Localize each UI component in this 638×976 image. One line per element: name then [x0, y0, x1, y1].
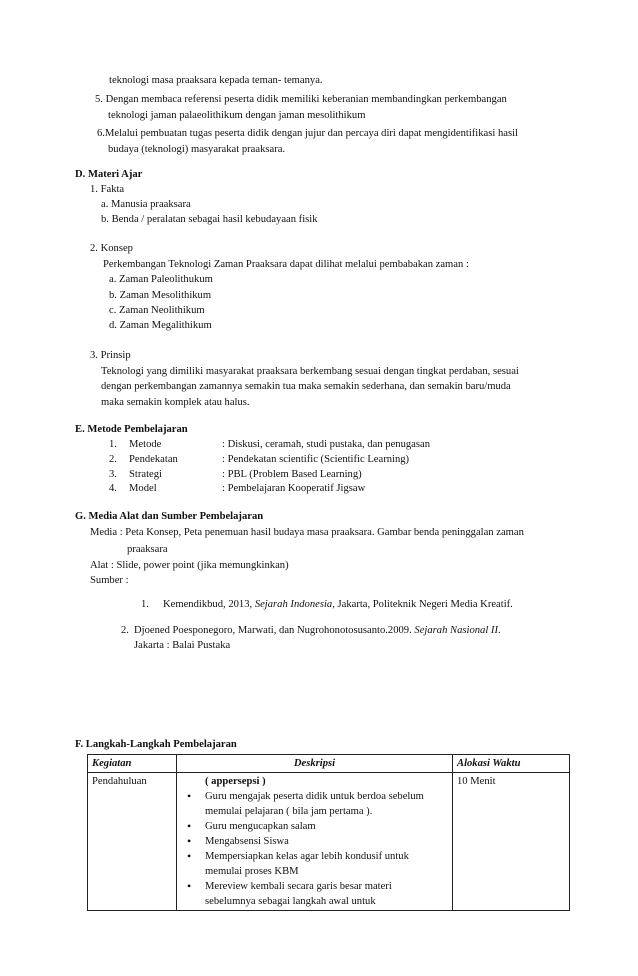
langkah-table — [87, 754, 570, 911]
list-item-value: : Diskusi, ceramah, studi pustaka, dan penugasan — [222, 439, 431, 450]
list-item-value: : PBL (Problem Based Learning) — [222, 469, 362, 480]
text-line: • Mereview kembali secara garis besar materi — [205, 881, 392, 892]
source-item-1 — [163, 598, 513, 612]
bullet-list — [181, 789, 448, 909]
source-author: Djoened Poesponegoro, Marwati, dan Nugrohonotosusanto.2009. — [134, 625, 415, 636]
source-num: 1. — [141, 599, 149, 610]
text-line: Alat : Slide, power point (jika memungkinkan) — [90, 560, 289, 571]
table-cell-kegiatan: Pendahuluan — [88, 773, 177, 911]
text-line: Jakarta : Balai Pustaka — [134, 640, 231, 651]
text-line: 5. Dengan membaca referensi peserta didik memiliki keberanian membandingkan perkembangan — [95, 94, 507, 105]
source-publisher: , Jakarta, Politeknik Negeri Media Kreatif. — [332, 599, 513, 610]
source-end: . — [497, 625, 501, 636]
list-item: • Mengabsensi Siswa — [181, 834, 448, 849]
text-line: b. Benda / peralatan sebagai hasil kebudayaan fisik — [101, 214, 318, 225]
list-item: • Guru mengucapkan salam — [181, 819, 448, 834]
list-item — [181, 789, 448, 819]
text-line: memulai proses KBM — [205, 866, 299, 877]
source-title: Sejarah Nasional II — [414, 625, 498, 636]
text-line: c. Zaman Neolithikum — [109, 305, 205, 316]
text-line: 3. Prinsip — [90, 350, 131, 361]
table-row — [88, 773, 570, 911]
list-item-num: 3. — [109, 469, 117, 480]
source-item-2 — [134, 624, 501, 638]
source-author: Kemendikbud, 2013, — [163, 599, 255, 610]
text-line: 6.Melalui pembuatan tugas peserta didik dengan jujur dan percaya diri dapat mengidentifikasi hasil — [97, 128, 518, 139]
text-line: • Mempersiapkan kelas agar lebih kondusif untuk — [205, 851, 409, 862]
section-heading-metode: E. Metode Pembelajaran — [75, 424, 188, 435]
text-line: sebelumnya sebagai langkah awal untuk — [205, 896, 376, 907]
cell-subtitle: ( appersepsi ) — [205, 776, 266, 787]
column-header: Kegiatan — [88, 755, 177, 773]
text-line: praaksara — [127, 544, 168, 555]
text-line: a. Zaman Paleolithukum — [109, 274, 213, 285]
list-item-num: 4. — [109, 483, 117, 494]
column-header: Deskripsi — [177, 755, 453, 773]
text-line: teknologi masa praaksara kepada teman- temanya. — [109, 75, 323, 86]
column-header: Alokasi Waktu — [453, 755, 570, 773]
text-line: a. Manusia praaksara — [101, 199, 191, 210]
table-header-row — [88, 755, 570, 773]
list-item — [181, 879, 448, 909]
section-heading-langkah: F. Langkah-Langkah Pembelajaran — [75, 739, 237, 750]
list-item-value: : Pendekatan scientific (Scientific Learning) — [222, 454, 410, 465]
text-line: Perkembangan Teknologi Zaman Praaksara dapat dilihat melalui pembabakan zaman : — [103, 259, 469, 270]
list-item — [181, 849, 448, 879]
source-num: 2. — [121, 625, 129, 636]
list-item-label: Strategi — [129, 469, 162, 480]
list-item-value: : Pembelajaran Kooperatif Jigsaw — [222, 483, 366, 494]
list-item-label: Metode — [129, 439, 162, 450]
table-cell-deskripsi — [177, 773, 453, 911]
text-line: teknologi jaman palaeolithikum dengan jaman mesolithikum — [108, 110, 366, 121]
section-heading-materi: D. Materi Ajar — [75, 169, 143, 180]
text-line: Teknologi yang dimiliki masyarakat praaksara berkembang sesuai dengan tingkat perdaban, sesuai — [101, 366, 519, 377]
list-item-num: 1. — [109, 439, 117, 450]
text-line: 1. Fakta — [90, 184, 125, 195]
text-line: memulai pelajaran ( bila jam pertama ). — [205, 806, 373, 817]
table-cell-waktu: 10 Menit — [453, 773, 570, 911]
list-item-num: 2. — [109, 454, 117, 465]
text-line: Sumber : — [90, 575, 129, 586]
section-heading-media: G. Media Alat dan Sumber Pembelajaran — [75, 511, 264, 522]
list-item-label: Model — [129, 483, 157, 494]
source-title: Sejarah Indonesia — [254, 599, 333, 610]
text-line: Media : Peta Konsep, Peta penemuan hasil budaya masa praaksara. Gambar benda peninggalan zaman — [90, 527, 524, 538]
text-line: maka semakin komplek atau halus. — [101, 397, 250, 408]
text-line: 2. Konsep — [90, 243, 133, 254]
text-line: • Guru mengajak peserta didik untuk berdoa sebelum — [205, 791, 424, 802]
list-item-label: Pendekatan — [129, 454, 178, 465]
text-line: d. Zaman Megalithikum — [109, 320, 212, 331]
text-line: dengan perkembangan zamannya semakin tua maka semakin sederhana, dan semakin baru/muda — [101, 381, 511, 392]
text-line: budaya (teknologi) masyarakat praaksara. — [108, 144, 286, 155]
text-line: b. Zaman Mesolithikum — [109, 290, 212, 301]
